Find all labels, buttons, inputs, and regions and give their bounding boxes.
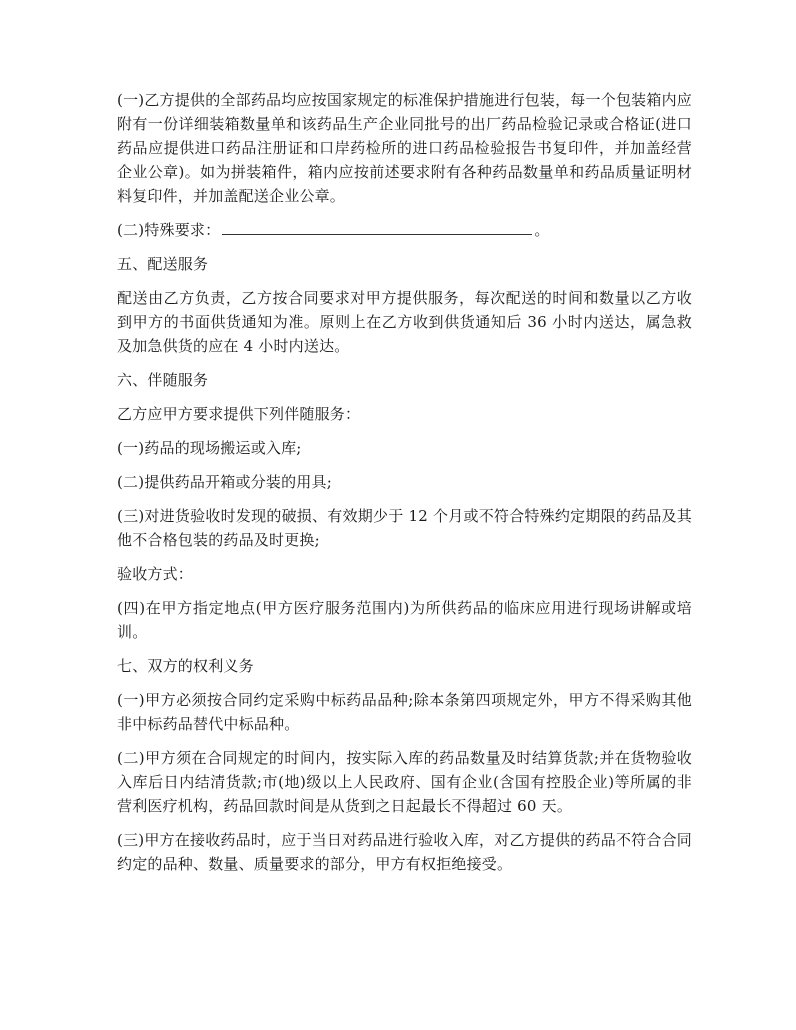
paragraph-special-requirements <box>117 218 692 242</box>
paragraph-service-item-3: (三)对进货验收时发现的破损、有效期少于 12 个月或不符合特殊约定期限的药品及其他不合格包装的药品及时更换; <box>117 507 692 549</box>
paragraph-rights-1: (一)甲方必须按合同约定采购中标药品品种;除本条第四项规定外，甲方不得采购其他非中标药品替代中标品种。 <box>117 691 692 733</box>
section-heading-delivery: 五、配送服务 <box>117 255 209 273</box>
paragraph-rights-2: (二)甲方须在合同规定的时间内，按实际入库的药品数量及时结算货款;并在货物验收入库后日内结清货款;市(地)级以上人民政府、国有企业(含国有控股企业)等所属的非营利医疗机构，药品回款时间是从货到之日起最长不得超过 60 天。 <box>117 749 692 815</box>
paragraph-rights-3: (三)甲方在接收药品时，应于当日对药品进行验收入库，对乙方提供的药品不符合合同约定的品种、数量、质量要求的部分，甲方有权拒绝接受。 <box>117 831 692 873</box>
paragraph-service-item-4: (四)在甲方指定地点(甲方医疗服务范围内)为所供药品的临床应用进行现场讲解或培训。 <box>117 599 692 641</box>
paragraph-service-item-2: (二)提供药品开箱或分装的用具; <box>117 473 332 491</box>
paragraph-packaging: (一)乙方提供的全部药品均应按国家规定的标准保护措施进行包装，每一个包装箱内应附有一份详细装箱数量单和该药品生产企业同批号的出厂药品检验记录或合格证(进口药品应提供进口药品注册证和口岸药检所的进口药品检验报告书复印件，并加盖经营企业公章)。如为拼装箱件，箱内应按前述要求附有各种药品数量单和药品质量证明材料复印件，并加盖配送企业公章。 <box>117 91 692 205</box>
special-requirements-end: 。 <box>534 221 550 239</box>
paragraph-acceptance-method: 验收方式： <box>117 565 194 583</box>
section-heading-accompanying-service: 六、伴随服务 <box>117 371 209 389</box>
paragraph-service-intro: 乙方应甲方要求提供下列伴随服务： <box>117 405 361 423</box>
fill-in-blank-line <box>222 218 532 235</box>
section-heading-rights-obligations: 七、双方的权利义务 <box>117 657 254 675</box>
paragraph-service-item-1: (一)药品的现场搬运或入库; <box>117 439 302 457</box>
special-requirements-label: (二)特殊要求： <box>117 221 221 239</box>
paragraph-delivery: 配送由乙方负责，乙方按合同要求对甲方提供服务，每次配送的时间和数量以乙方收到甲方的书面供货通知为准。原则上在乙方收到供货通知后 36 小时内送达，属急救及加急供货的应在 4 小时内送达。 <box>117 289 692 355</box>
document-page <box>117 88 692 886</box>
